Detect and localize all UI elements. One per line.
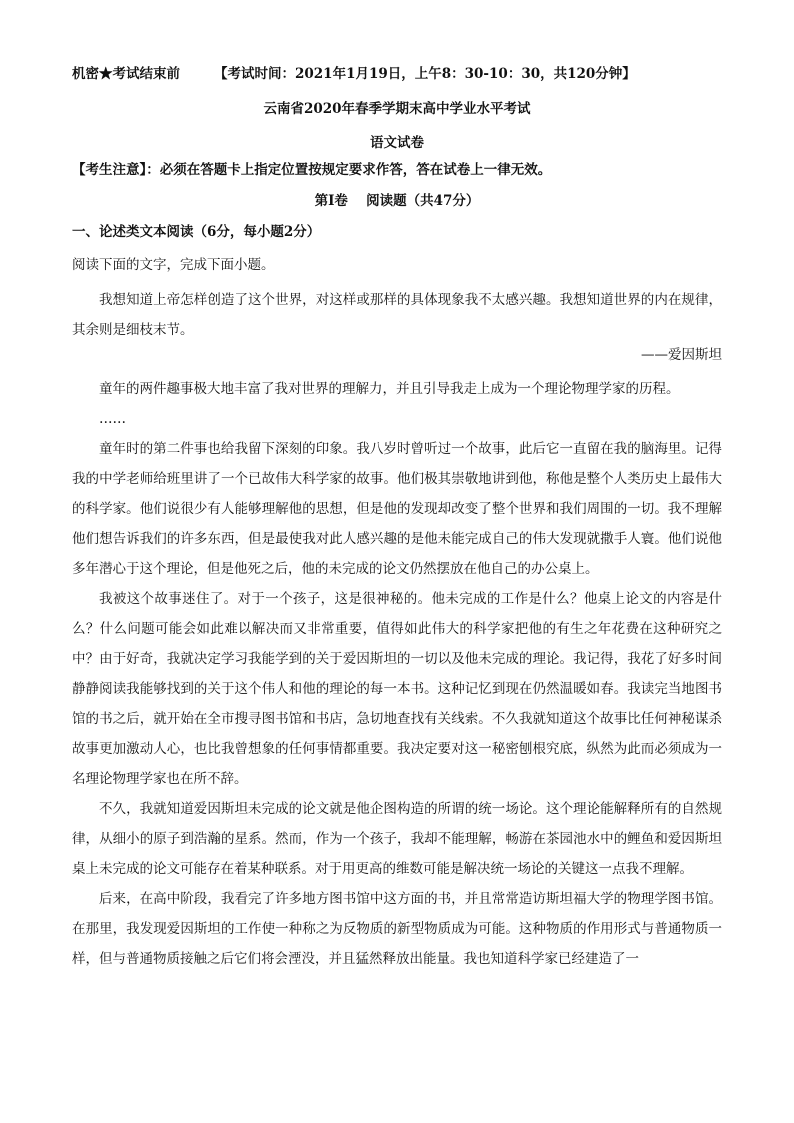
passage-paragraph: 童年的两件趣事极大地丰富了我对世界的理解力，并且引导我走上成为一个理论物理学家的历程。 <box>99 381 680 397</box>
exam-time: 【考试时间：2021年1月19日，上午8：30-10：30，共120分钟】 <box>214 66 636 82</box>
epigraph-quote <box>72 285 722 345</box>
section-heading: 一、论述类文本阅读（6分，每小题2分） <box>72 224 321 240</box>
passage-body <box>72 374 722 974</box>
quote-text: 我想知道上帝怎样创造了这个世界，对这样或那样的具体现象我不太感兴趣。我想知道世界的内在规律，其余则是细枝末节。 <box>72 292 722 338</box>
reading-instruction: 阅读下面的文字，完成下面小题。 <box>72 257 275 273</box>
candidate-notice: 【考生注意】：必须在答题卡上指定位置按规定要求作答，答在试卷上一律无效。 <box>72 162 552 178</box>
quote-attribution: ——爱因斯坦 <box>641 347 722 363</box>
passage-paragraph: 童年时的第二件事也给我留下深刻的印象。我八岁时曾听过一个故事，此后它一直留在我的脑海里。记得我的中学老师给班里讲了一个已故伟大科学家的故事。他们极其崇敬地讲到他，称他是整个人类历史上最伟大的科学家。他们说很少有人能够理解他的思想，但是他的发现却改变了整个世界和我们周围的一切。我不理解他们想告诉我们的许多东西，但是最使我对此人感兴趣的是他未能完成自己的伟大发现就撒手人寰。他们说他多年潜心于这个理论，但是他死之后，他的未完成的论文仍然摆放在他自己的办公桌上。 <box>72 441 722 577</box>
passage-paragraph: 我被这个故事迷住了。对于一个孩子，这是很神秘的。他未完成的工作是什么？他桌上论文的内容是什么？什么问题可能会如此难以解决而又非常重要，值得如此伟大的科学家把他的有生之年花费在这种研究之中？由于好奇，我就决定学习我能学到的关于爱因斯坦的一切以及他未完成的理论。我记得，我花了好多时间静静阅读我能够找到的关于这个伟人和他的理论的每一本书。这种记忆到现在仍然温暖如春。我读完当地图书馆的书之后，就开始在全市搜寻图书馆和书店，急切地查找有关线索。不久我就知道这个故事比任何神秘谋杀故事更加激动人心，也比我曾想象的任何事情都重要。我决定要对这一秘密刨根究底，纵然为此而必须成为一名理论物理学家也在所不辞。 <box>72 591 722 787</box>
passage-ellipsis: …… <box>99 411 126 427</box>
confidential-label: 机密★考试结束前 <box>72 66 180 82</box>
exam-title: 云南省2020年春季学期末高中学业水平考试 <box>263 101 531 117</box>
passage-paragraph: 后来，在高中阶段，我看完了许多地方图书馆中这方面的书，并且常常造访斯坦福大学的物理学图书馆。在那里，我发现爱因斯坦的工作使一种称之为反物质的新型物质成为可能。这种物质的作用形式与普通物质一样，但与普通物质接触之后它们将会湮没，并且猛然释放出能量。我也知道科学家已经建造了一 <box>72 891 722 967</box>
part-heading: 第Ⅰ卷 阅读题（共47分） <box>314 193 480 209</box>
passage-paragraph: 不久，我就知道爱因斯坦未完成的论文就是他企图构造的所谓的统一场论。这个理论能解释所有的自然规律，从细小的原子到浩瀚的星系。然而，作为一个孩子，我却不能理解，畅游在茶园池水中的鲤鱼和爱因斯坦桌上未完成的论文可能存在着某种联系。对于用更高的维数可能是解决统一场论的关键这一点我不理解。 <box>72 801 722 877</box>
exam-subject: 语文试卷 <box>370 135 424 151</box>
